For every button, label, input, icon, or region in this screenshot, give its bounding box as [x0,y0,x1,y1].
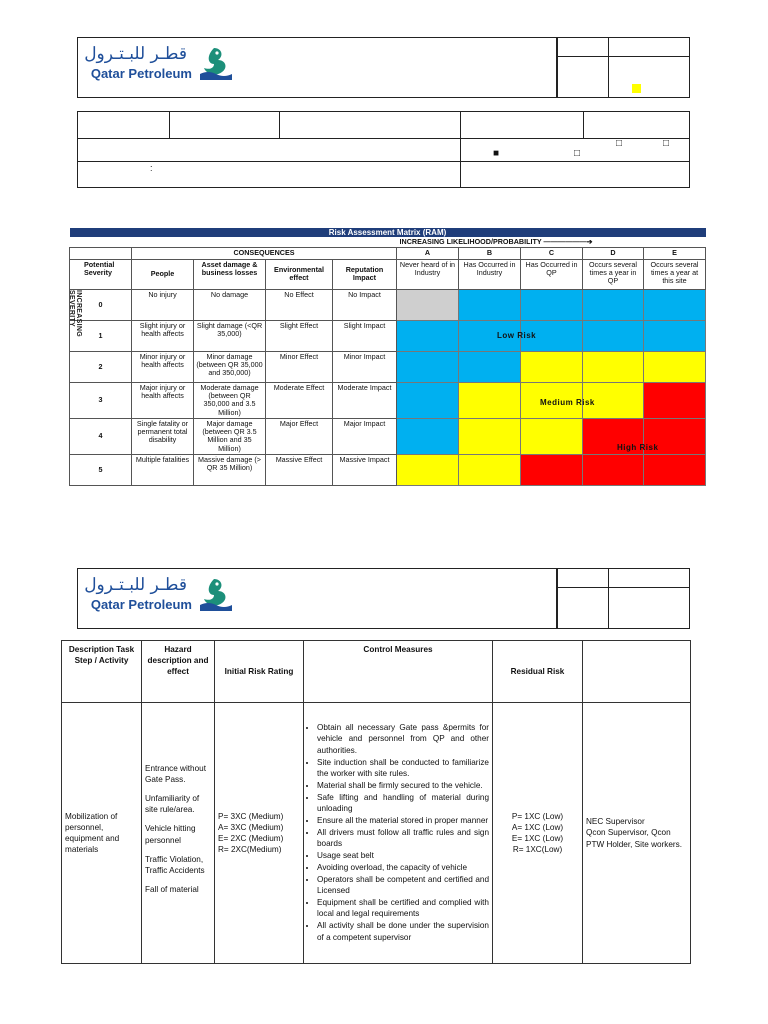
company-logo [82,44,242,88]
control-measures-list [307,722,489,942]
header-residual-risk: Residual Risk [493,641,583,703]
cell-line: A= 1XC (Low) [511,822,564,832]
likelihood-text-a: Never heard of in Industry [397,259,459,289]
col-asset: Asset damage & business losses [194,259,266,289]
cell-line: E= 1XC (Low) [511,834,564,843]
asset-consequence: Massive damage (> QR 35 Million) [194,455,266,486]
task-cell: Mobilization of personnel, equipment and materials [62,703,142,964]
likelihood-letter-c: C [521,248,583,259]
cell-line: Vehicle hitting personnel [145,824,196,845]
risk-cell-blue [644,320,706,351]
ram-row [70,320,706,351]
info-cell-4 [460,111,584,139]
control-measure-item: • Equipment shall be certified and complied with local and legal requirements [317,897,489,919]
reputation-consequence: Major Impact [333,418,397,454]
hazard-cell [142,703,215,964]
cell-line: Traffic Violation, Traffic Accidents [145,854,205,875]
severity-level: 1 [70,320,132,351]
high-risk-label: High Risk [617,443,659,452]
rev-value-cell-2 [608,587,690,629]
risk-cell-blue [397,351,459,382]
ram-row [70,351,706,382]
risk-assessment-table [61,640,690,964]
control-measure-item: • Avoiding overload, the capacity of vehicle [317,862,489,873]
header-control-measures: Control Measures [304,641,493,703]
risk-cell-yellow [521,351,583,382]
yellow-marker [632,84,641,93]
likelihood-text-e: Occurs several times a year at this site [644,259,706,289]
cell-line: NEC Supervisor [586,817,645,827]
environment-consequence: Moderate Effect [266,382,333,418]
environment-consequence: Slight Effect [266,320,333,351]
checkbox-empty-2[interactable]: □ [663,138,670,149]
likelihood-letter-b: B [459,248,521,259]
people-consequence: Slight injury or health affects [132,320,194,351]
risk-cell-yellow [397,455,459,486]
likelihood-text-c: Has Occurred in QP [521,259,583,289]
logo-english-text: Qatar Petroleum [90,597,192,612]
doc-no-label-cell-2 [557,568,609,588]
header-initial-risk: Initial Risk Rating [215,641,304,703]
people-consequence: Major injury or health affects [132,382,194,418]
cell-line: Entrance without Gate Pass. [145,764,206,785]
severity-level: 5 [70,455,132,486]
cell-line: Unfamiliarity of site rule/area. [145,794,200,815]
checkbox-filled[interactable]: ■ [493,148,500,159]
cell-line: A= 3XC (Medium) [218,822,284,832]
control-measure-item: • All activity shall be done under the supervision of a competent supervisor [317,920,489,942]
header-responsible [583,641,691,703]
risk-cell-red [521,455,583,486]
severity-level: 3 [70,382,132,418]
ram-row [70,289,706,320]
risk-cell-blue [397,382,459,418]
ram-title: Risk Assessment Matrix (RAM) [70,228,706,237]
info-cell-9 [460,161,690,188]
likelihood-letter-a: A [397,248,459,259]
colon-mark: : [150,163,153,173]
doc-no-label-cell [557,37,609,57]
asset-consequence: Minor damage (between QR 35,000 and 350,000) [194,351,266,382]
residual-risk-cell [493,703,583,964]
checkbox-empty-1[interactable]: □ [616,138,623,149]
doc-no-value-cell [608,37,690,57]
severity-axis-label: INCREASING SEVERITY [68,290,82,337]
likelihood-text-b: Has Occurred in Industry [459,259,521,289]
consequences-header: CONSEQUENCES [132,248,397,259]
header-task: Description Task Step / Activity [62,641,142,703]
control-measure-item: • Usage seat belt [317,850,489,861]
control-measure-item: • Site induction shall be conducted to familiarize the worker with site rules. [317,757,489,779]
logo-arabic-text: قطـر للبـتـرول [84,44,187,64]
reputation-consequence: Massive Impact [333,455,397,486]
col-potential-severity: Potential Severity [70,259,132,289]
risk-cell-blue [397,320,459,351]
responsible-cell [583,703,691,964]
ram-row [70,418,706,454]
likelihood-letter-d: D [583,248,644,259]
environment-consequence: Major Effect [266,418,333,454]
low-risk-label: Low Risk [497,331,537,340]
risk-cell-yellow [644,351,706,382]
environment-consequence: Minor Effect [266,351,333,382]
col-people: People [132,259,194,289]
cell-line: P= 1XC (Low) [511,811,564,821]
info-cell-3 [279,111,461,139]
severity-level: 4 [70,418,132,454]
environment-consequence: No Effect [266,289,333,320]
cell-line: R= 1XC(Low) [512,845,563,855]
reputation-consequence: Moderate Impact [333,382,397,418]
people-consequence: Single fatality or permanent total disability [132,418,194,454]
environment-consequence: Massive Effect [266,455,333,486]
asset-consequence: No damage [194,289,266,320]
seahorse-logo-icon [196,575,236,615]
initial-risk-cell [215,703,304,964]
ram-row [70,382,706,418]
control-measure-item: • All drivers must follow all traffic rules and sign boards [317,827,489,849]
cell-line: Qcon Supervisor, Qcon PTW Holder, Site workers. [586,828,682,849]
info-cell-8 [77,161,461,188]
ram-row [70,455,706,486]
risk-cell-red [583,455,644,486]
cell-line: R= 2XC(Medium) [218,845,282,855]
risk-cell-red [644,382,706,418]
control-measure-item: • Material shall be firmly secured to the vehicle. [317,780,489,791]
cell-line: E= 2XC (Medium) [218,834,284,843]
table-row [62,703,691,964]
risk-cell-blue [521,289,583,320]
asset-consequence: Moderate damage (between QR 350,000 and 3.5 Million) [194,382,266,418]
reputation-consequence: No Impact [333,289,397,320]
asset-consequence: Major damage (between QR 3.5 Million and 35 Million) [194,418,266,454]
people-consequence: Minor injury or health affects [132,351,194,382]
medium-risk-label: Medium Risk [540,398,595,407]
rev-label-cell [557,56,609,98]
risk-cell-blue [459,351,521,382]
info-cell-6 [77,138,461,162]
risk-cell-red [644,455,706,486]
logo-arabic-text: قطـر للبـتـرول [84,575,187,595]
likelihood-arrow-icon: ——————➔ [543,237,593,247]
likelihood-header: INCREASING LIKELIHOOD/PROBABILITY [399,237,542,247]
risk-cell-yellow [583,351,644,382]
control-measure-item: • Ensure all the material stored in proper manner [317,815,489,826]
people-consequence: No injury [132,289,194,320]
info-cell-5 [583,111,690,139]
cell-line: P= 3XC (Medium) [218,811,284,821]
risk-cell-yellow [459,418,521,454]
control-measure-item: • Obtain all necessary Gate pass &permits for vehicle and personnel from QP and other authorities. [317,722,489,755]
likelihood-text-d: Occurs several times a year in QP [583,259,644,289]
severity-level: 0 [70,289,132,320]
risk-assessment-matrix [69,228,705,484]
control-measures-cell [304,703,493,964]
company-logo-2 [82,575,242,619]
logo-english-text: Qatar Petroleum [90,66,192,81]
control-measure-item: • Safe lifting and handling of material during unloading [317,792,489,814]
seahorse-logo-icon [196,44,236,84]
risk-cell-blue [644,289,706,320]
col-reputation: Reputation Impact [333,259,397,289]
likelihood-letter-e: E [644,248,706,259]
doc-no-value-cell-2 [608,568,690,588]
risk-cell-blue [459,289,521,320]
asset-consequence: Slight damage (<QR 35,000) [194,320,266,351]
cell-line: Fall of material [145,884,199,894]
severity-level: 2 [70,351,132,382]
col-environment: Environmental effect [266,259,333,289]
header-hazard: Hazard description and effect [142,641,215,703]
risk-cell-yellow [459,382,521,418]
risk-cell-grey [397,289,459,320]
reputation-consequence: Minor Impact [333,351,397,382]
risk-cell-yellow [459,455,521,486]
risk-cell-blue [583,289,644,320]
risk-cell-yellow [521,418,583,454]
rev-value-cell [608,56,690,98]
risk-cell-blue [397,418,459,454]
control-measure-item: • Operators shall be competent and certified and Licensed [317,874,489,896]
info-cell-1 [77,111,170,139]
rev-label-cell-2 [557,587,609,629]
people-consequence: Multiple fatalities [132,455,194,486]
ram-body [70,289,706,485]
checkbox-empty-3[interactable]: □ [574,148,581,159]
info-cell-2 [169,111,280,139]
risk-cell-blue [583,320,644,351]
reputation-consequence: Slight Impact [333,320,397,351]
